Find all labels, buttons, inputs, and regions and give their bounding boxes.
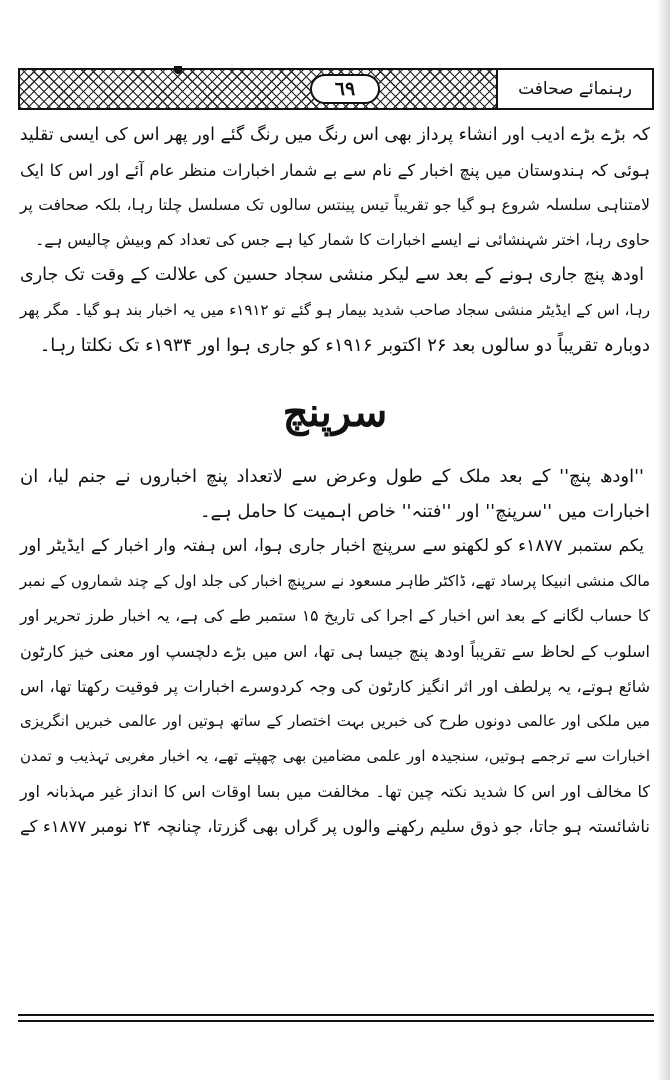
text-line: لامتناہی سلسلہ شروع ہو گیا جو تقریباً تیس پینتس سالوں تک مسلسل چلتا رہا، بلکہ صحافت پر (20, 196, 650, 214)
paragraph (20, 258, 650, 363)
text-line: دوبارہ تقریباً دو سالوں بعد ۲۶ اکتوبر ۱۹۱۶ء کو جاری ہوا اور ۱۹۳۴ء تک نکلتا رہا۔ (39, 335, 650, 356)
text-line: مالک منشی انبیکا پرساد تھے، ڈاکٹر طاہر مسعود نے سرپنچ اخبار کی جلد اول کے چند شماروں کے نمبر (19, 572, 650, 590)
paragraph (20, 459, 650, 529)
page-number: ٦٩ (310, 74, 380, 104)
page-header-band (18, 68, 654, 110)
text-line: ''اودھ پنچ'' کے بعد ملک کے طول وعرض سے لاتعداد پنچ اخباروں نے جنم لیا، ان (20, 466, 644, 487)
page-body (20, 118, 650, 844)
text-line: میں ملکی اور عالمی دونوں طرح کی خبریں بہت اختصار کے ساتھ ہوتیں اور عالمی خبریں انگریزی (20, 712, 650, 730)
header-ornament-mark (174, 66, 182, 74)
text-line: کہ بڑے بڑے ادیب اور انشاء پرداز بھی اس رنگ میں رنگ گئے اور پھر اس کی ایسی تقلید (19, 125, 650, 145)
section-heading: سرپنچ (282, 389, 388, 436)
text-line: اخبارات میں ''سرپنچ'' اور ''فتنہ'' خاص اہمیت کا حامل ہے۔ (199, 501, 650, 522)
scan-shadow-edge (656, 0, 670, 1080)
text-line: اودھ پنچ جاری ہونے کے بعد سے لیکر منشی سجاد حسین کی علالت کے وقت تک جاری (20, 265, 644, 285)
text-line: یکم ستمبر ۱۸۷۷ء کو لکھنو سے سرپنچ اخبار جاری ہوا، اس ہفتہ وار اخبار کے ایڈیٹر اور (20, 536, 645, 556)
footer-rule-top (18, 1014, 654, 1016)
paragraph (20, 529, 650, 844)
paragraph (20, 118, 650, 258)
text-line: اسلوب کے لحاظ سے تقریباً اودھ پنچ جیسا ہی تھا، اس میں بڑے دلچسپ اور معنی خیز کارٹون (20, 642, 650, 661)
text-line: شائع ہوتے، یہ پرلطف اور اثر انگیز کارٹون کی وجہ کردوسرے اخبارات پر فوقیت رکھتا تھا، اس (20, 677, 650, 696)
text-line: ناشائستہ ہو جاتا، جو ذوق سلیم رکھنے والوں پر گراں بھی گزرتا، چنانچہ ۲۴ نومبر ۱۸۷۷ء کے (20, 817, 651, 836)
text-line: حاوی رہا، اختر شہنشائی نے ایسے اخبارات کا شمار کیا ہے جس کی تعداد کم وبیش چالیس ہے۔ (35, 231, 650, 249)
footer-rule-bottom (18, 1020, 654, 1022)
text-line: کا حساب لگانے کے بعد اس اخبار کے اجرا کی تاریخ ۱۵ ستمبر طے کی ہے، یہ اخبار طرز تحریر اور (20, 607, 650, 625)
text-line: رہا، اس کے ایڈیٹر منشی سجاد صاحب شدید بیمار ہو گئے تو ۱۹۱۲ء میں یہ اخبار بند ہو گیا۔ مگر پھر (20, 301, 650, 319)
running-title: رہنمائے صحافت (496, 70, 652, 108)
text-line: کا مخالف اور اس کا شدید نکتہ چین تھا۔ مخالفت میں بسا اوقات اس کا انداز غیر مہذبانہ اور (20, 782, 650, 801)
text-line: ہوئی کہ ہندوستان میں پنچ اخبار کے نام سے بے شمار اخبارات منظر عام آئے اور اس کا ایک (20, 161, 650, 180)
text-line: اخبارات سے ترجمے ہوتیں، سنجیدہ اور علمی مضامین بھی چھپتے تھے، یہ اخبار مغربی تہذیب و تمدن (20, 747, 650, 765)
